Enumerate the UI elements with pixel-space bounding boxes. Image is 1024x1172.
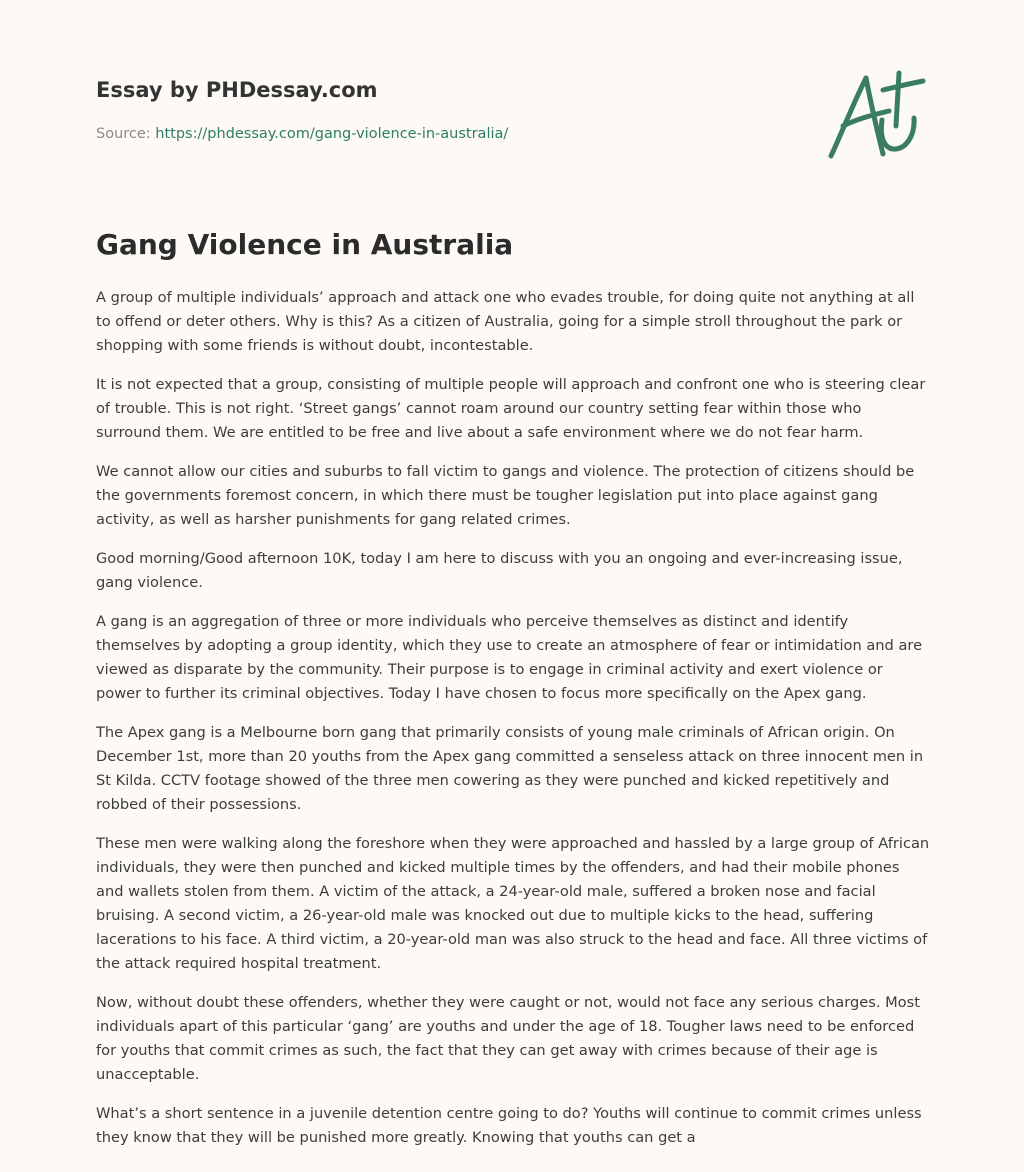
essay-body bbox=[96, 226, 930, 1165]
essay-paragraph: We cannot allow our cities and suburbs to fall victim to gangs and violence. The protection of citizens should be the governments foremost concern, in which there must be tougher legislation put into place against gang activity, as well as harsher punishments for gang related crimes. bbox=[96, 463, 915, 528]
essay-paragraph: A group of multiple individuals’ approach and attack one who evades trouble, for doing quite not anything at all to offend or deter others. Why is this? As a citizen of Australia, going for a simple stroll throughout the park or shopping with some friends is without doubt, incontestable. bbox=[96, 289, 915, 354]
essay-header bbox=[96, 76, 928, 186]
essay-paragraph: It is not expected that a group, consisting of multiple people will approach and confront one who is steering clear of trouble. This is not right. ‘Street gangs’ cannot roam around our country setting fear within those who surround them. We are entitled to be free and live about a safe environment where we do not fear harm. bbox=[96, 376, 926, 441]
essay-paragraph: The Apex gang is a Melbourne born gang that primarily consists of young male criminals of African origin. On December 1st, more than 20 youths from the Apex gang committed a senseless attack on three innocent men in St Kilda. CCTV footage showed of the three men cowering as they were punched and kicked repetitively and robbed of their possessions. bbox=[96, 724, 924, 813]
essay-paragraph: Good morning/Good afternoon 10K, today I am here to discuss with you an ongoing and ever-increasing issue, gang violence. bbox=[96, 550, 903, 591]
source-label: Source: bbox=[96, 126, 151, 142]
source-line bbox=[96, 124, 928, 144]
a-plus-grade-icon bbox=[826, 68, 926, 164]
brand-title: Essay by PHDessay.com bbox=[96, 78, 378, 102]
essay-paragraph: These men were walking along the foreshore when they were approached and hassled by a large group of African individuals, they were then punched and kicked multiple times by the offenders, and had their mobile phones and wallets stolen from them. A victim of the attack, a 24-year-old male, suffered a broken nose and facial bruising. A second victim, a 26-year-old male was knocked out due to multiple kicks to the head, suffering lacerations to his face. A third victim, a 20-year-old man was also struck to the head and face. All three victims of the attack required hospital treatment. bbox=[96, 835, 930, 972]
essay-paragraph: What’s a short sentence in a juvenile detention centre going to do? Youths will continue to commit crimes unless they know that they will be punished more greatly. Knowing that youths can get a bbox=[96, 1105, 922, 1146]
essay-paragraph: Now, without doubt these offenders, whether they were caught or not, would not face any serious charges. Most individuals apart of this particular ‘gang’ are youths and under the age of 18. Tougher laws need to be enforced for youths that commit crimes as such, the fact that they can get away with crimes because of their age is unacceptable. bbox=[96, 994, 920, 1083]
source-link[interactable]: https://phdessay.com/gang-violence-in-australia/ bbox=[155, 126, 509, 142]
essay-title: Gang Violence in Australia bbox=[96, 228, 514, 261]
essay-paragraph: A gang is an aggregation of three or more individuals who perceive themselves as distinct and identify themselves by adopting a group identity, which they use to create an atmosphere of fear or intimidation and are viewed as disparate by the community. Their purpose is to engage in criminal activity and exert violence or power to further its criminal objectives. Today I have chosen to focus more specifically on the Apex gang. bbox=[96, 613, 923, 702]
